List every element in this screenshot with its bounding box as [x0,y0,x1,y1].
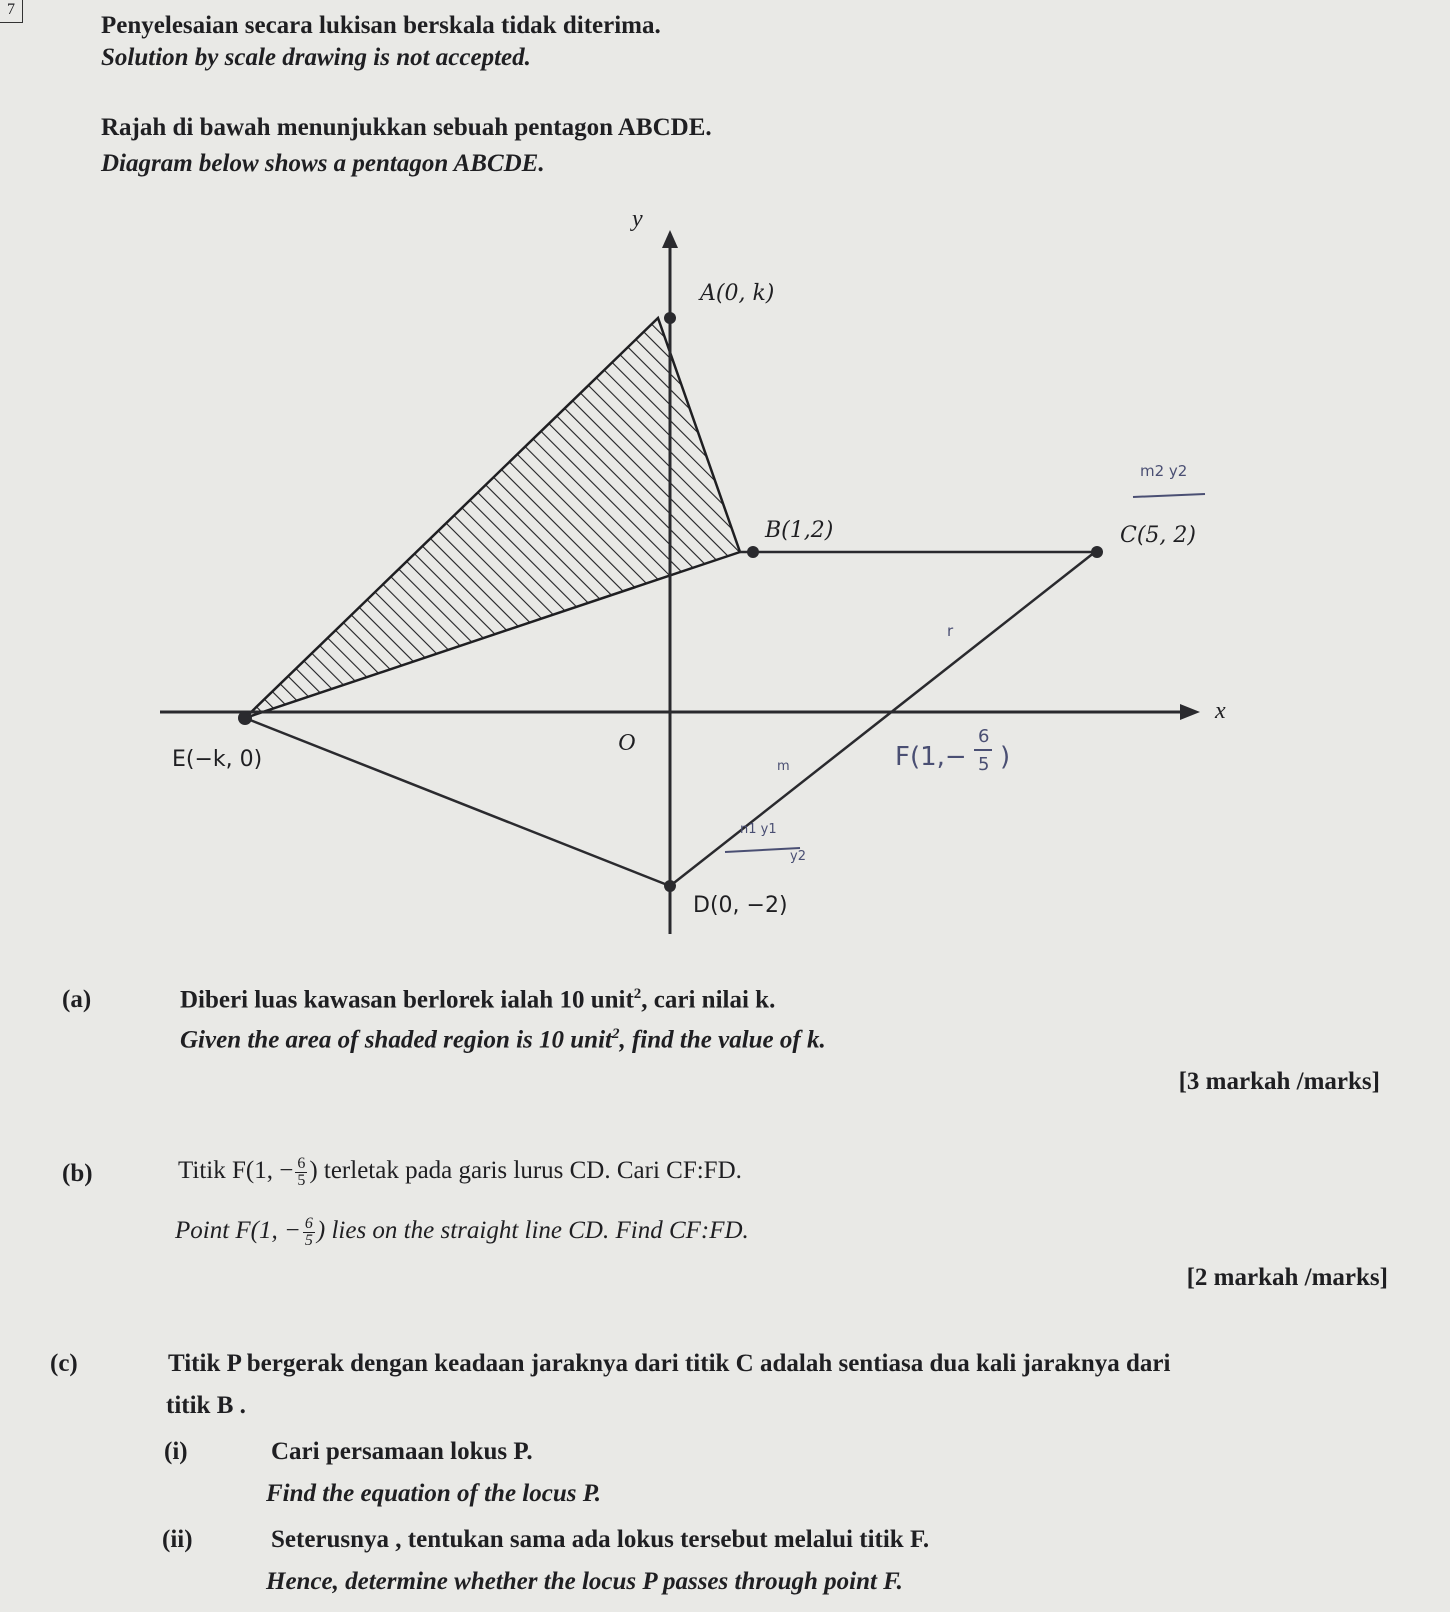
part-a-malay: Diberi luas kawasan berlorek ialah 10 unit$^2$, cari nilai k. [180,986,776,1014]
edge-CD [670,552,1095,886]
y-axis-arrow-icon [662,230,678,248]
vertex-B [747,546,759,558]
part-c-i-english: Find the equation of the locus P. [266,1480,602,1507]
question-number: 7 [0,0,23,23]
handwritten-F-den: 5 [978,754,990,775]
instruction-malay: Penyelesaian secara lukisan berskala tidak diterima. [101,12,661,39]
part-b-label: (b) [62,1160,93,1187]
part-c-malay-line1: Titik P bergerak dengan keadaan jaraknya dari titik C adalah sentiasa dua kali jaraknya dari [168,1350,1171,1377]
vertex-C [1091,546,1103,558]
shaded-region-ABE [245,318,740,718]
origin-label: O [618,730,636,756]
part-c-ii-label: (ii) [162,1526,193,1553]
part-c-ii-english: Hence, determine whether the locus P passes through point F. [266,1568,903,1595]
svg-text:): ) [1000,742,1011,772]
intro-english: Diagram below shows a pentagon ABCDE. [101,150,545,177]
x-axis-arrow-icon [1180,704,1200,720]
part-c-i-label: (i) [164,1438,188,1465]
handwritten-F-num: 6 [978,726,990,747]
instruction-english: Solution by scale drawing is not accepted. [101,44,531,71]
edge-DE [245,718,670,886]
handwritten-F-label: F(1,− [895,742,967,772]
label-C: C(5, 2) [1120,523,1196,548]
part-b-english: Point F(1, − $\frac{6}{5}$ ) lies on the straight line CD. Find CF:FD. [175,1215,749,1249]
vertex-A [664,312,676,324]
vertex-D [664,880,676,892]
handwritten-note-y2: y2 [790,849,806,864]
handwritten-note-n1y1: n1 y1 [740,822,777,837]
part-b-marks: [2 markah /marks] [1186,1264,1388,1291]
part-c-i-malay: Cari persamaan lokus P. [271,1438,533,1465]
part-a-label: (a) [62,986,92,1013]
intro-malay: Rajah di bawah menunjukkan sebuah pentagon ABCDE. [101,114,712,141]
label-E: E(−k, 0) [172,747,263,772]
vertex-E [238,711,252,725]
y-axis-label: y [632,206,643,232]
part-b-malay: Titik F(1, − $\frac{6}{5}$ ) terletak pada garis lurus CD. Cari CF:FD. [178,1155,742,1189]
handwritten-m: m [777,759,790,774]
label-A: A(0, k) [700,281,775,306]
handwritten-r: r [947,622,954,640]
label-B: B(1,2) [765,518,834,543]
part-c-malay-line2: titik B . [166,1392,246,1419]
handwritten-note-m2y2: m2 y2 [1140,462,1188,480]
part-a-english: Given the area of shaded region is 10 unit$^2$, find the value of k. [180,1026,826,1054]
part-c-label: (c) [50,1350,78,1377]
part-a-marks: [3 markah /marks] [1178,1068,1380,1095]
part-c-ii-malay: Seterusnya , tentukan sama ada lokus tersebut melalui titik F. [271,1526,930,1553]
x-axis-label: x [1215,698,1226,724]
label-D: D(0, −2) [693,893,788,918]
